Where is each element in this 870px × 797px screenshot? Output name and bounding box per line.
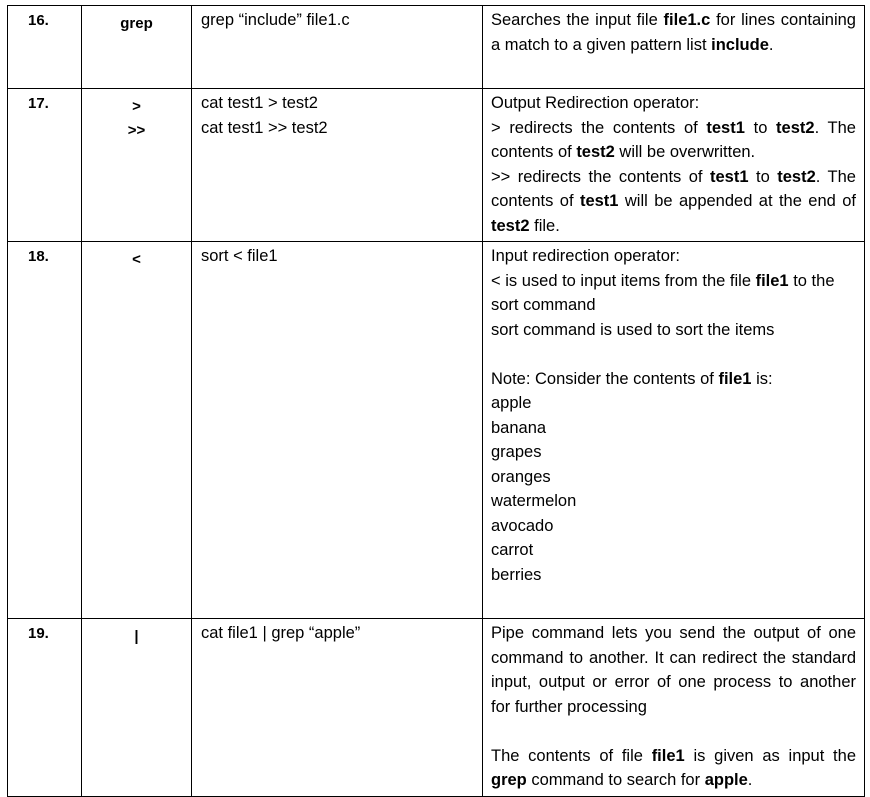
description-paragraph: < is used to input items from the file file1 to the sort command (491, 271, 835, 314)
row-number: 16. (8, 6, 82, 89)
description-paragraph: > redirects the contents of test1 to test2. The contents of test2 will be overwritten. (491, 118, 856, 161)
description-paragraph: sort command is used to sort the items (491, 320, 775, 339)
operator-cell (82, 89, 192, 242)
table-row-18 (8, 242, 865, 619)
description-text: Searches the input file file1.c for lines containing a match to a given pattern list include. (491, 11, 856, 54)
description-paragraph: >> redirects the contents of test1 to test2. The contents of test1 will be appended at the end of test2 file. (491, 167, 856, 235)
file-item: apple (491, 394, 532, 412)
row-number: 17. (8, 89, 82, 242)
operator-label: | (134, 628, 139, 645)
description-paragraph: Pipe command lets you send the output of one command to another. It can redirect the standard input, output or error of one process to another for further processing (491, 624, 856, 716)
file-item: carrot (491, 541, 534, 559)
description-paragraph: The contents of file file1 is given as input the grep command to search for apple. (491, 746, 856, 789)
command-table (7, 5, 865, 797)
example-command: cat test1 > test2 (201, 94, 318, 112)
description-title: Input redirection operator: (491, 247, 680, 265)
example-cell (192, 619, 483, 797)
row-number: 19. (8, 619, 82, 797)
example-cell (192, 242, 483, 619)
example-cell (192, 6, 483, 89)
example-cell (192, 89, 483, 242)
operator-label: >> (127, 122, 146, 139)
description-cell (483, 89, 865, 242)
description-cell (483, 242, 865, 619)
description-cell (483, 6, 865, 89)
table-row-17 (8, 89, 865, 242)
example-command: sort < file1 (201, 247, 278, 265)
file-item: watermelon (491, 492, 577, 510)
description-title: Output Redirection operator: (491, 94, 700, 112)
table-row-16 (8, 6, 865, 89)
file-item: oranges (491, 467, 551, 486)
file-item: avocado (491, 516, 554, 535)
operator-label: > (132, 98, 141, 115)
example-command: cat test1 >> test2 (201, 118, 328, 137)
description-cell (483, 619, 865, 797)
note-text: Note: Consider the contents of file1 is: (491, 369, 773, 388)
operator-label: grep (120, 15, 153, 32)
operator-cell (82, 6, 192, 89)
operator-cell (82, 619, 192, 797)
file-item: grapes (491, 443, 542, 461)
file-item: berries (491, 565, 542, 584)
file-item: banana (491, 418, 547, 437)
row-number: 18. (8, 242, 82, 619)
example-command: grep “include” file1.c (201, 11, 350, 29)
operator-cell (82, 242, 192, 619)
table-row-19 (8, 619, 865, 797)
example-command: cat file1 | grep “apple” (201, 624, 361, 642)
operator-label: < (132, 251, 141, 268)
